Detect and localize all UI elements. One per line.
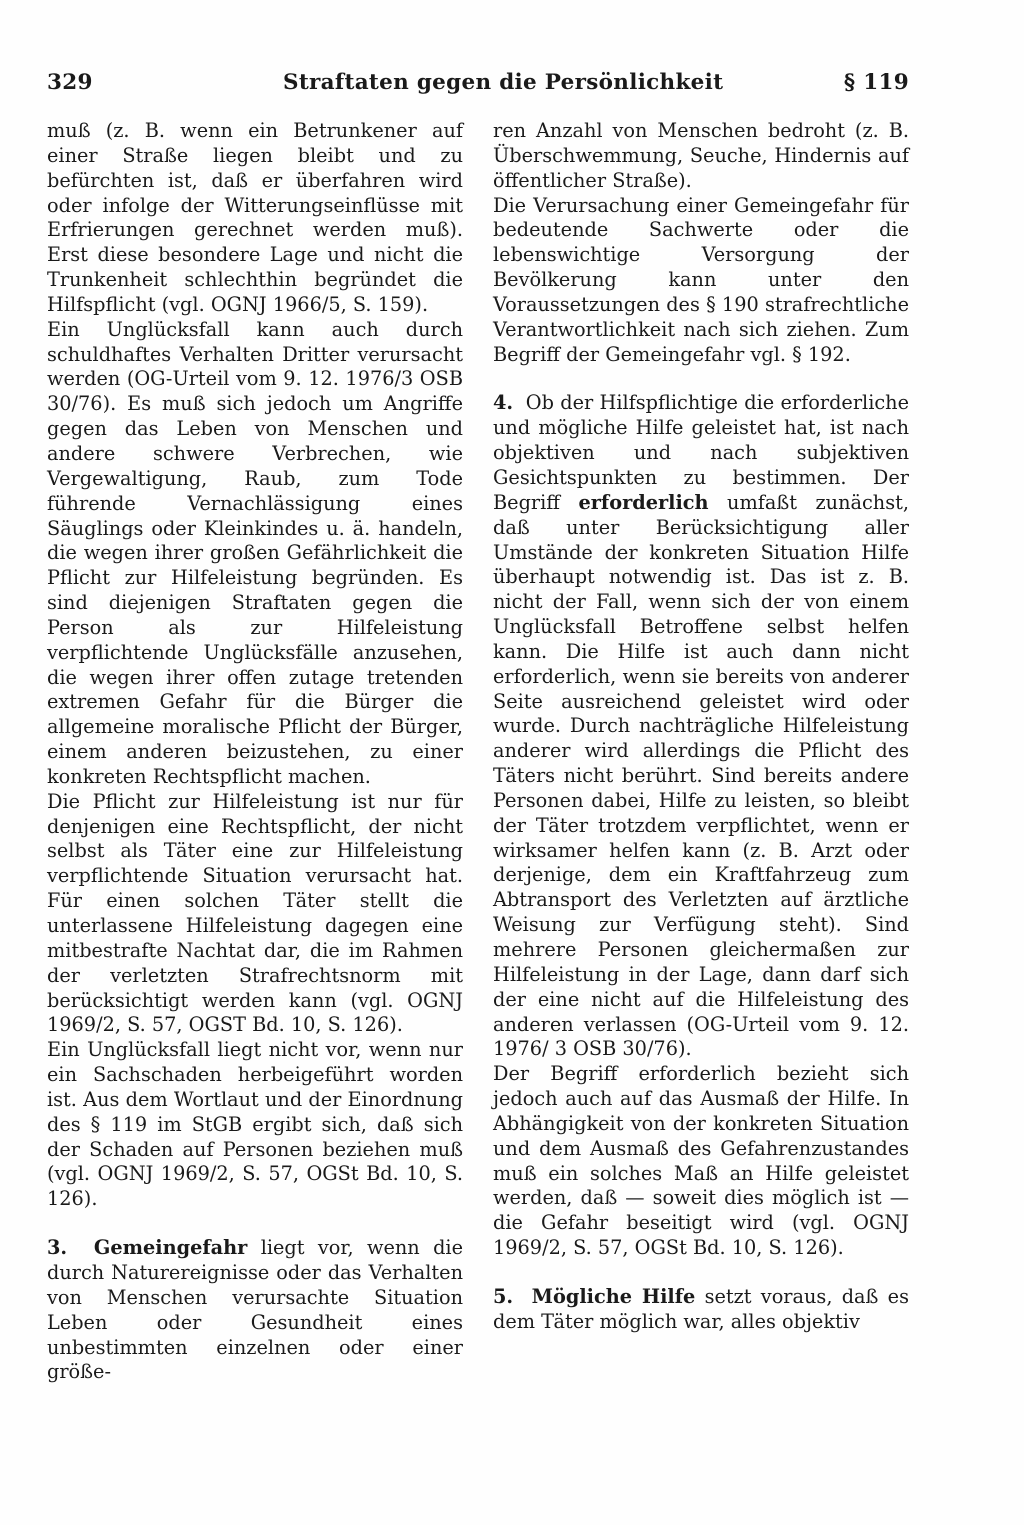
- section-gap: [493, 367, 909, 391]
- section-5-paragraph: [493, 1285, 909, 1335]
- paragraph: Die Verursachung einer Gemeingefahr für bedeutende Sachwerte oder die lebenswichtige Versorgung der Bevölkerung kann unter den Voraussetzungen des § 190 strafrechtliche Verantwortlichkeit nach sich ziehen. Zum Begriff der Gemeingefahr vgl. § 192.: [493, 193, 909, 366]
- page-number: 329: [47, 70, 93, 95]
- chapter-title: Straftaten gegen die Persönlichkeit: [283, 70, 724, 95]
- section-gap: [493, 1261, 909, 1285]
- section-5-term: Mögliche Hilfe: [531, 1284, 696, 1308]
- section-3-text: liegt vor, wenn die durch Naturereignisse oder das Verhalten von Menschen verursachte Situation Leben oder Gesundheit eines unbestimmten einzelnen oder einer größe-: [47, 1236, 463, 1384]
- running-header: [47, 70, 909, 104]
- section-5-number: 5.: [493, 1284, 514, 1308]
- section-3-number: 3.: [47, 1236, 68, 1260]
- paragraph: Ein Unglücksfall liegt nicht vor, wenn nur ein Sachschaden herbeigeführt worden ist. Aus dem Wortlaut und der Einordnung des § 119 im StGB ergibt sich, daß sich der Schaden auf Personen beziehen muß (vgl. OGNJ 1969/2, S. 57, OGSt Bd. 10, S. 126).: [47, 1038, 463, 1211]
- section-3-paragraph: [47, 1236, 463, 1385]
- section-4-text-a: Ob der Hilfspflichtige die erforderliche und mögliche Hilfe geleistet hat, ist nach objektiven und nach subjektiven Gesichtspunkten zu bestimmen. Der Begriff: [493, 391, 909, 514]
- right-column: [493, 119, 909, 1335]
- section-reference: § 119: [843, 70, 909, 95]
- section-4-paragraph: [493, 391, 909, 1062]
- paragraph: Die Pflicht zur Hilfeleistung ist nur für denjenigen eine Rechtspflicht, der nicht selbst als Täter eine zur Hilfeleistung verpflichtende Situation verursacht hat. Für einen solchen Täter stellt die unterlassene Hilfeleistung dagegen eine mitbestrafte Nachtat dar, die im Rahmen der verletzten Strafrechtsnorm mit berücksichtigt werden kann (vgl. OGNJ 1969/2, S. 57, OGST Bd. 10, S. 126).: [47, 789, 463, 1037]
- section-4-number: 4.: [493, 391, 514, 415]
- paragraph: Ein Unglücksfall kann auch durch schuldhaftes Verhalten Dritter verursacht werden (OG-Urteil vom 9. 12. 1976/3 OSB 30/76). Es muß sich jedoch um Angriffe gegen das Leben von Menschen und andere schwere Verbrechen, wie Vergewaltigung, Raub, zum Tode führende Vernachlässigung eines Säuglings oder Kleinkindes u. ä. handeln, die wegen ihrer großen Gefährlichkeit die Pflicht zur Hilfeleistung begründen. Es sind diejenigen Straftaten gegen die Person als zur Hilfeleistung verpflichtende Unglücksfälle anzusehen, die wegen ihrer offen zutage tretenden extremen Gefahr für die Bürger die allgemeine moralische Pflicht der Bürger, einem anderen beizustehen, zu einer konkreten Rechtspflicht machen.: [47, 317, 463, 788]
- paragraph: ren Anzahl von Menschen bedroht (z. B. Überschwemmung, Seuche, Hindernis auf öffentlicher Straße).: [493, 119, 909, 192]
- section-5-text: setzt voraus, daß es dem Täter möglich war, alles objektiv: [493, 1284, 909, 1333]
- section-gap: [47, 1212, 463, 1236]
- section-4-term: erforderlich: [578, 490, 709, 514]
- left-column: [47, 119, 463, 1385]
- paragraph: muß (z. B. wenn ein Betrunkener auf einer Straße liegen bleibt und zu befürchten ist, daß er überfahren wird oder infolge der Witterungseinflüsse mit Erfrierungen gerechnet werden muß). Erst diese besondere Lage und nicht die Trunkenheit schlechthin begründet die Hilfspflicht (vgl. OGNJ 1966/5, S. 159).: [47, 119, 463, 316]
- section-4-text-b: umfaßt zunächst, daß unter Berücksichtigung aller Umstände der konkreten Situation Hilfe überhaupt notwendig ist. Das ist z. B. nicht der Fall, wenn sich der von einem Unglücksfall Betroffene selbst helfen kann. Die Hilfe ist auch dann nicht erforderlich, wenn sie bereits von anderer Seite ausreichend geleistet wird oder wurde. Durch nachträgliche Hilfeleistung anderer wird allerdings die Pflicht des Täters nicht berührt. Sind bereits andere Personen dabei, Hilfe zu leisten, so bleibt der Täter trotzdem verpflichtet, wenn er wirksamer helfen kann (z. B. Arzt oder derjenige, dem ein Kraftfahrzeug zum Abtransport des Verletzten auf ärztliche Weisung zur Verfügung steht). Sind mehrere Personen gleichermaßen zur Hilfeleistung in der Lage, dann darf sich der eine nicht auf die Hilfeleistung des anderen verlassen (OG-Urteil vom 9. 12. 1976/ 3 OSB 30/76).: [493, 490, 909, 1061]
- paragraph: Der Begriff erforderlich bezieht sich jedoch auch auf das Ausmaß der Hilfe. In Abhängigkeit von der konkreten Situation und dem Ausmaß des Gefahrenzustandes muß ein solches Maß an Hilfe geleistet werden, daß — soweit dies möglich ist — die Gefahr beseitigt wird (vgl. OGNJ 1969/2, S. 57, OGSt Bd. 10, S. 126).: [493, 1062, 909, 1260]
- section-3-term: Gemeingefahr: [93, 1236, 248, 1260]
